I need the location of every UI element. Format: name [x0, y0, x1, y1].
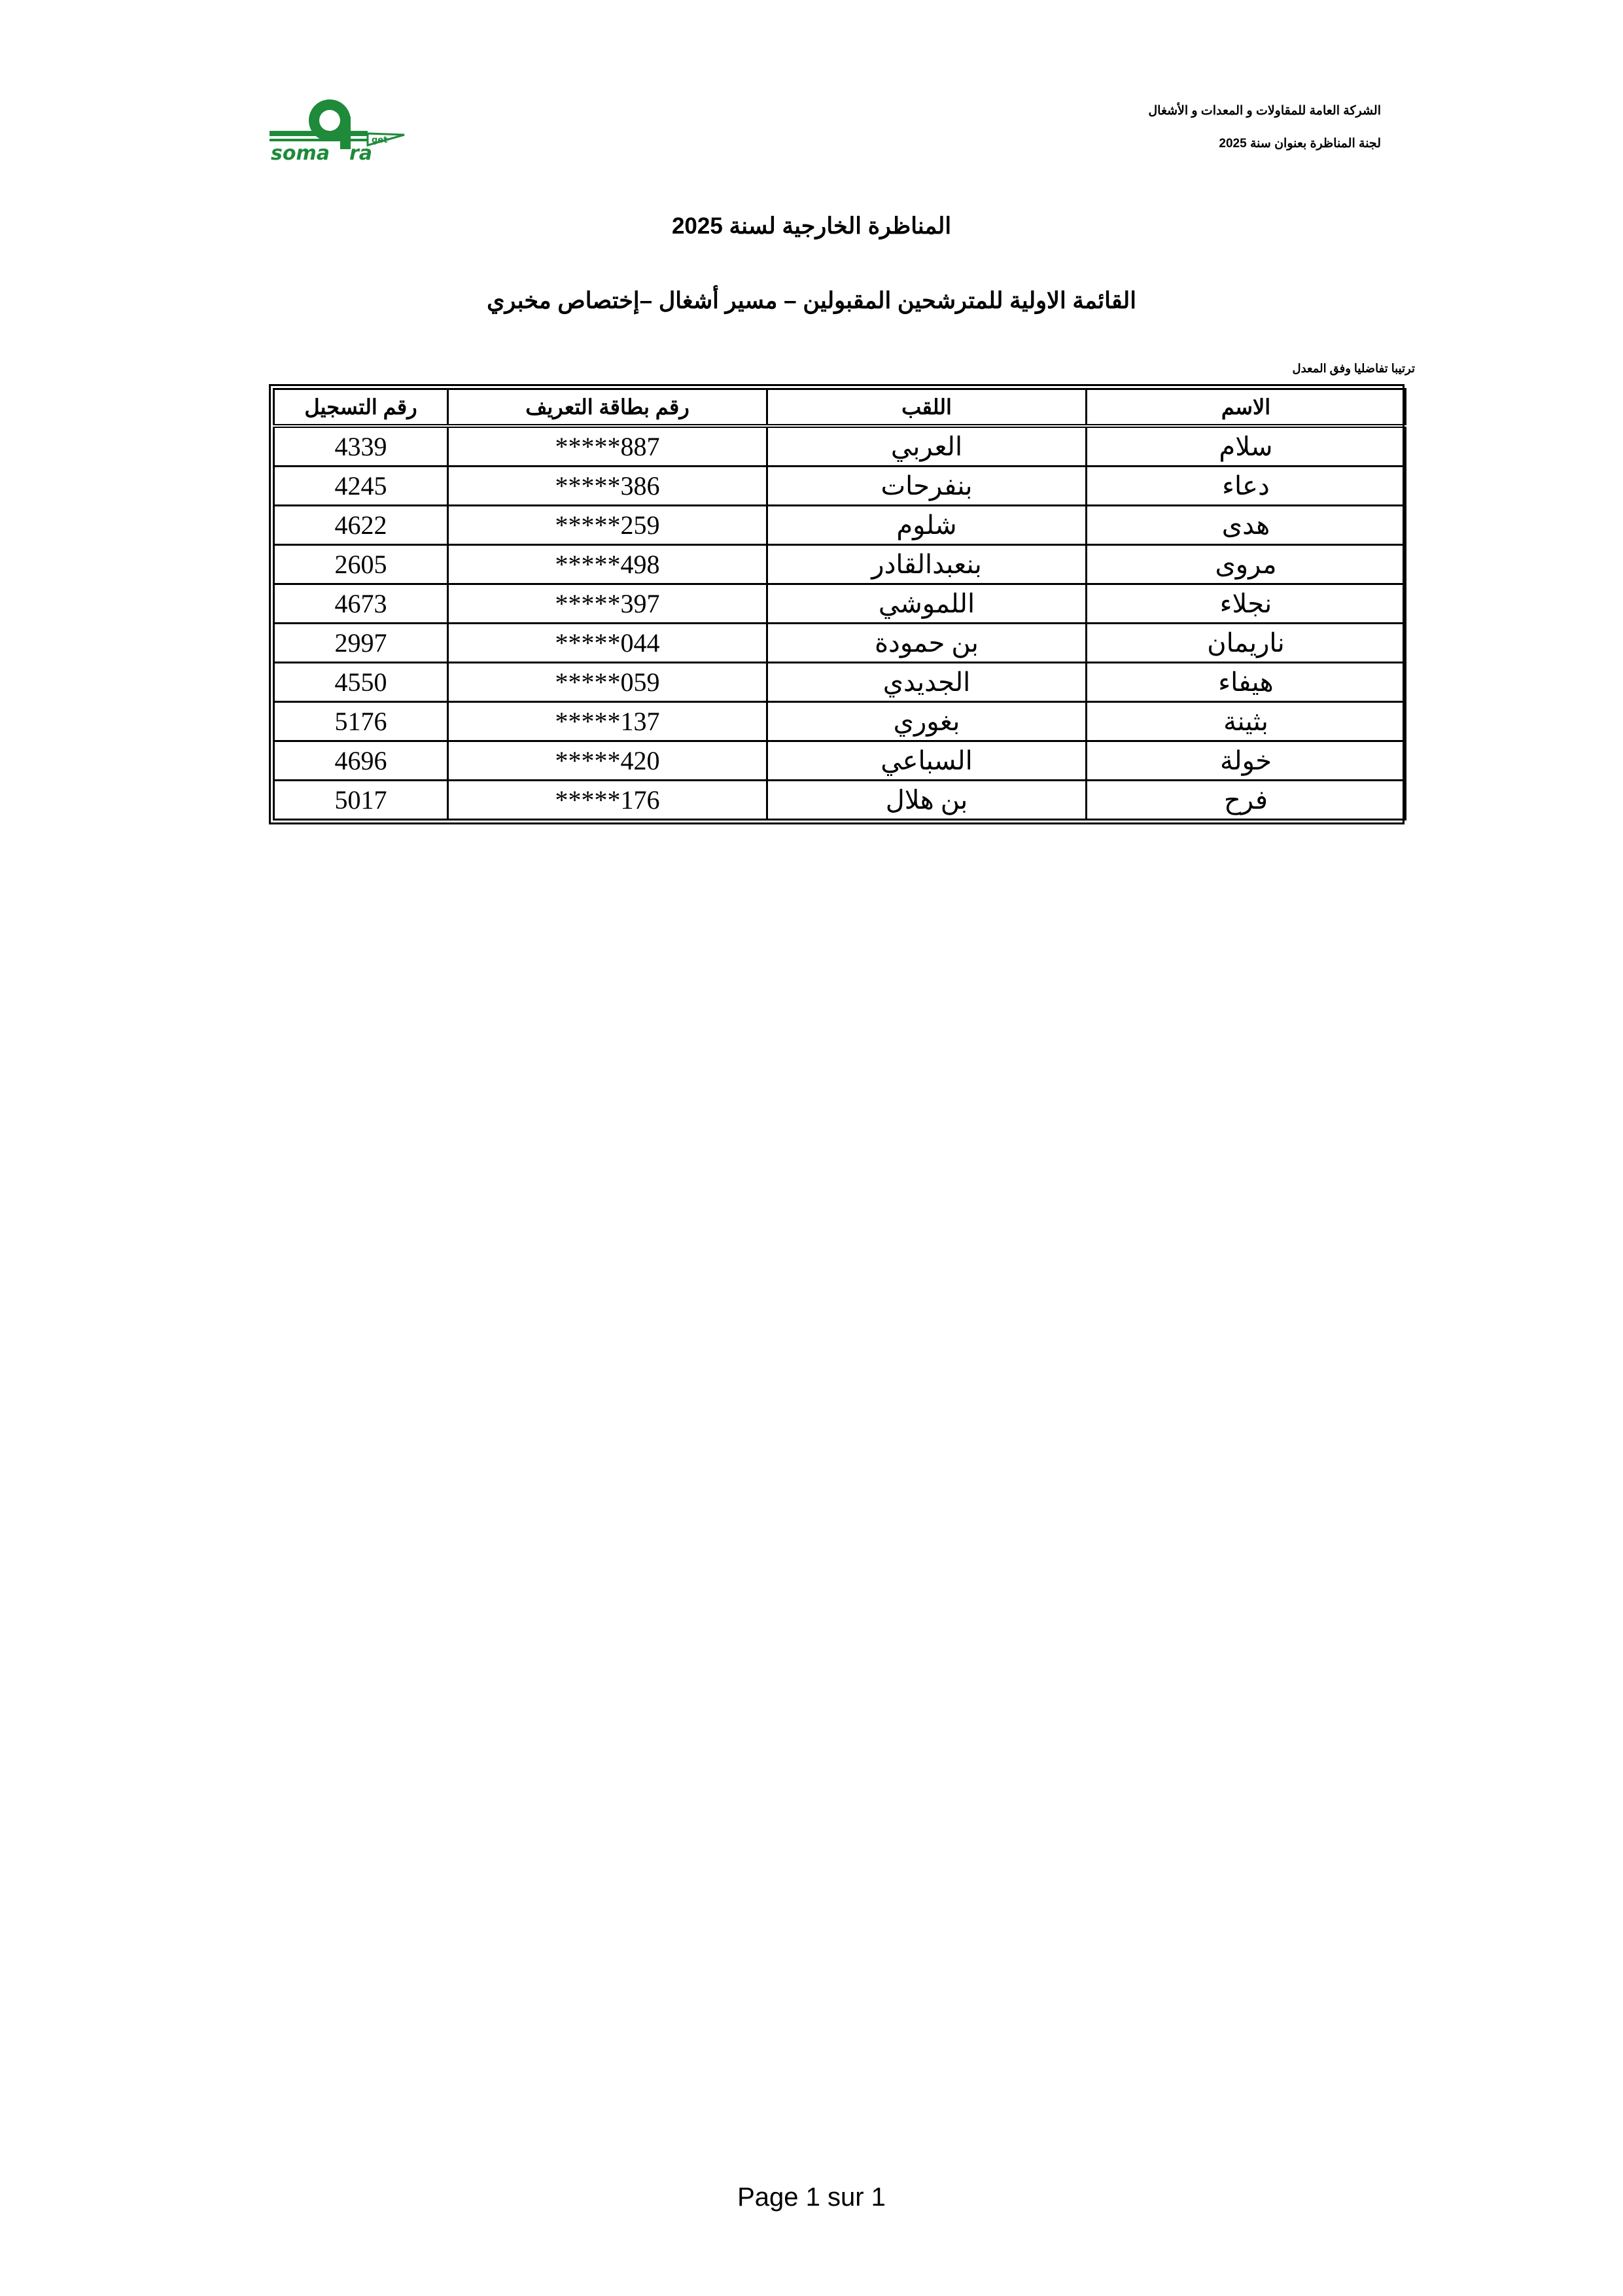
cell-id-card: *****059: [448, 663, 767, 702]
table-row: [274, 467, 1406, 506]
cell-id-card: *****386: [448, 467, 767, 506]
header-registration-number: رقم التسجيل: [274, 389, 448, 427]
table-row: [274, 741, 1406, 781]
svg-text:ra: ra: [349, 142, 373, 162]
table-row: [274, 781, 1406, 820]
cell-surname: بن هلال: [767, 781, 1087, 820]
cell-name: فرح: [1087, 781, 1406, 820]
cell-id-card: *****420: [448, 741, 767, 781]
cell-surname: العربي: [767, 426, 1087, 467]
cell-name: مروى: [1087, 545, 1406, 584]
cell-name: نجلاء: [1087, 584, 1406, 624]
cell-registration-number: 4622: [274, 506, 448, 545]
cell-surname: السباعي: [767, 741, 1087, 781]
list-subtitle: القائمة الاولية للمترشحين المقبولين – مسير أشغال –إختصاص مخبري: [487, 288, 1136, 313]
svg-text:get: get: [372, 135, 388, 145]
cell-registration-number: 4339: [274, 426, 448, 467]
header-surname: اللقب: [767, 389, 1087, 427]
cell-name: دعاء: [1087, 467, 1406, 506]
cell-surname: بنفرحات: [767, 467, 1087, 506]
table-row: [274, 506, 1406, 545]
cell-registration-number: 4550: [274, 663, 448, 702]
table-row: [274, 545, 1406, 584]
organization-name: الشركة العامة للمقاولات و المعدات و الأشغال: [1148, 104, 1381, 118]
cell-name: خولة: [1087, 741, 1406, 781]
cell-name: هدى: [1087, 506, 1406, 545]
cell-registration-number: 5017: [274, 781, 448, 820]
cell-surname: اللموشي: [767, 584, 1087, 624]
sort-note: ترتيبا تفاضليا وفق المعدل: [1292, 362, 1415, 375]
cell-name: ناريمان: [1087, 624, 1406, 663]
cell-id-card: *****044: [448, 624, 767, 663]
cell-name: سلام: [1087, 426, 1406, 467]
cell-surname: بنعبدالقادر: [767, 545, 1087, 584]
cell-id-card: *****397: [448, 584, 767, 624]
cell-registration-number: 4245: [274, 467, 448, 506]
cell-registration-number: 2997: [274, 624, 448, 663]
table-row: [274, 584, 1406, 624]
cell-id-card: *****176: [448, 781, 767, 820]
candidates-table-frame: [269, 384, 1405, 824]
table-row: [274, 663, 1406, 702]
header-id-card: رقم بطاقة التعريف: [448, 389, 767, 427]
cell-surname: بغوري: [767, 702, 1087, 741]
cell-registration-number: 4696: [274, 741, 448, 781]
page-number: Page 1 sur 1: [737, 2183, 886, 2212]
somatra-logo: [270, 97, 407, 162]
cell-surname: الجديدي: [767, 663, 1087, 702]
cell-registration-number: 5176: [274, 702, 448, 741]
cell-surname: شلوم: [767, 506, 1087, 545]
table-header-row: [274, 389, 1406, 427]
cell-surname: بن حمودة: [767, 624, 1087, 663]
svg-text:soma: soma: [271, 142, 330, 162]
table-row: [274, 426, 1406, 467]
cell-registration-number: 2605: [274, 545, 448, 584]
table-row: [274, 624, 1406, 663]
cell-name: هيفاء: [1087, 663, 1406, 702]
table-row: [274, 702, 1406, 741]
candidates-table: [273, 388, 1406, 821]
cell-registration-number: 4673: [274, 584, 448, 624]
cell-id-card: *****137: [448, 702, 767, 741]
cell-id-card: *****887: [448, 426, 767, 467]
cell-name: بثينة: [1087, 702, 1406, 741]
header-name: الاسم: [1087, 389, 1406, 427]
cell-id-card: *****259: [448, 506, 767, 545]
committee-name: لجنة المناظرة بعنوان سنة 2025: [1219, 137, 1381, 150]
page-title: المناظرة الخارجية لسنة 2025: [671, 213, 952, 239]
cell-id-card: *****498: [448, 545, 767, 584]
